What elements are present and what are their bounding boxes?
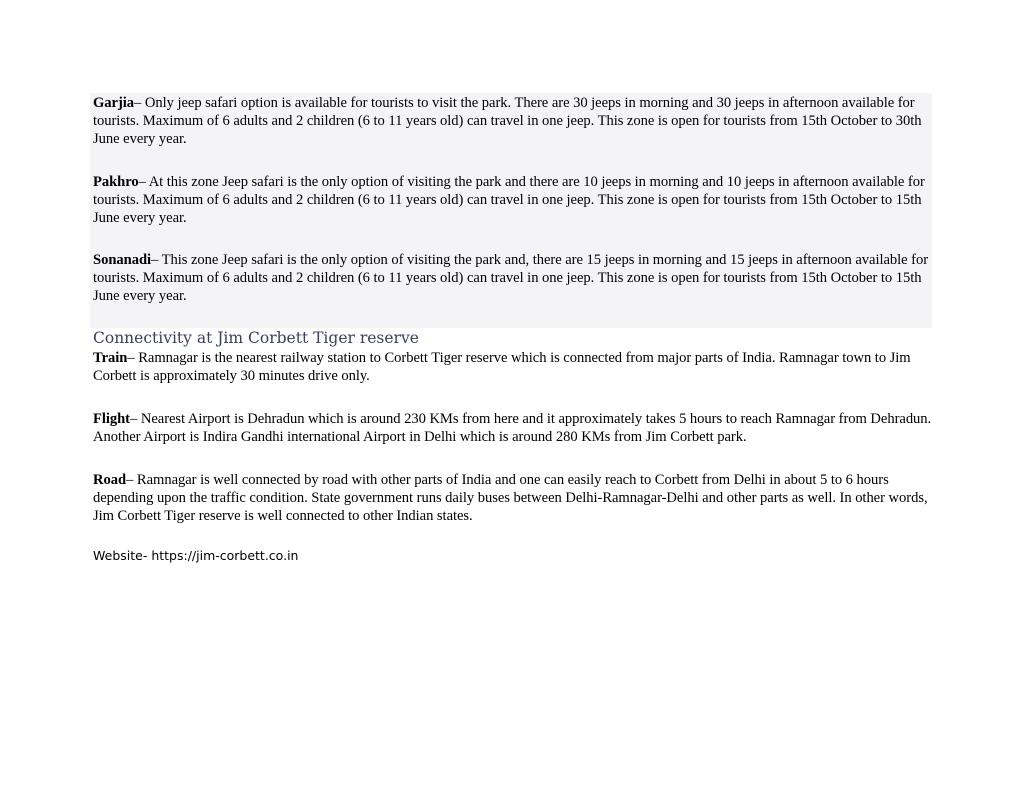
- connectivity-mode-train: Train: [93, 350, 128, 366]
- zone-description-garjia: – Only jeep safari option is available for tourists to visit the park. There are 30 jeeps in morning and 30 jeeps in afternoon available for tourists. Maximum of 6 adults and 2 children (6 to 11 years old) can travel in one jeep. This zone is open for tourists from 15th October to 30th June every year.: [93, 95, 922, 147]
- zone-paragraph-garjia: [93, 94, 933, 148]
- zone-paragraph-sonanadi: [93, 251, 933, 305]
- zone-description-sonanadi: – This zone Jeep safari is the only option of visiting the park and, there are 15 jeeps in morning and 15 jeeps in afternoon available for tourists. Maximum of 6 adults and 2 children (6 to 11 years old) can travel in one jeep. This zone is open for tourists from 15th October to 15th June every year.: [93, 252, 929, 304]
- connectivity-paragraph-train: [93, 349, 933, 385]
- connectivity-description-road: – Ramnagar is well connected by road with other parts of India and one can easily reach to Corbett from Delhi in about 5 to 6 hours depending upon the traffic condition. State government runs daily buses between Delhi-Ramnagar-Delhi and other parts as well. In other words, Jim Corbett Tiger reserve is well connected to other Indian states.: [93, 472, 928, 524]
- connectivity-heading: Connectivity at Jim Corbett Tiger reserve: [93, 329, 419, 347]
- zone-description-pakhro: – At this zone Jeep safari is the only option of visiting the park and there are 10 jeeps in morning and 10 jeeps in afternoon available for tourists. Maximum of 6 adults and 2 children (6 to 11 years old) can travel in one jeep. This zone is open for tourists from 15th October to 15th June every year.: [93, 174, 925, 226]
- zone-paragraph-pakhro: [93, 173, 933, 227]
- zone-name-pakhro: Pakhro: [93, 174, 139, 190]
- zone-name-sonanadi: Sonanadi: [93, 252, 152, 268]
- website-footer: Website- https://jim-corbett.co.in: [93, 548, 299, 563]
- connectivity-paragraph-flight: [93, 410, 933, 446]
- zone-name-garjia: Garjia: [93, 95, 135, 111]
- connectivity-description-train: – Ramnagar is the nearest railway station to Corbett Tiger reserve which is connected from major parts of India. Ramnagar town to Jim Corbett is approximately 30 minutes drive only.: [93, 350, 911, 384]
- connectivity-paragraph-road: [93, 471, 933, 525]
- connectivity-mode-road: Road: [93, 472, 127, 488]
- connectivity-mode-flight: Flight: [93, 411, 130, 427]
- connectivity-description-flight: – Nearest Airport is Dehradun which is around 230 KMs from here and it approximately takes 5 hours to reach Ramnagar from Dehradun. Another Airport is Indira Gandhi international Airport in Delhi which is around 280 KMs from Jim Corbett park.: [93, 411, 932, 445]
